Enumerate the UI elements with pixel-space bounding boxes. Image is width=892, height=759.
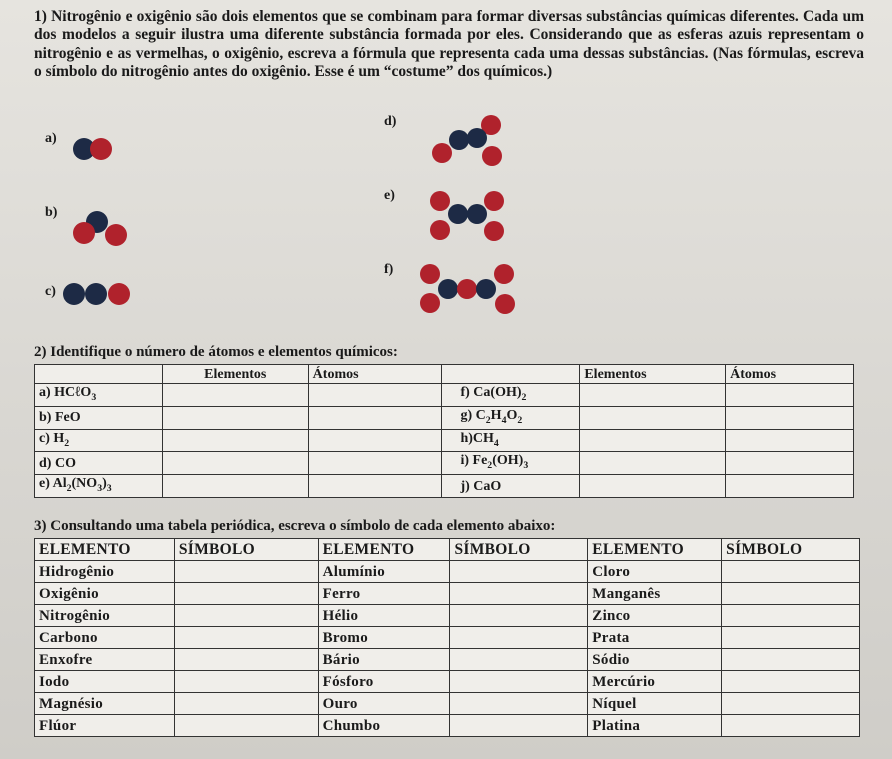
element-name-cell: Oxigênio: [35, 583, 175, 605]
item-letter: h): [460, 430, 473, 446]
element-name-cell: Alumínio: [318, 561, 450, 583]
element-name-cell: Manganês: [588, 583, 722, 605]
elements-answer-cell[interactable]: [162, 475, 308, 498]
atoms-elements-table: [34, 364, 854, 498]
symbol-answer-cell[interactable]: [722, 583, 860, 605]
formula-cell: [35, 384, 163, 407]
element-name-cell: Cloro: [588, 561, 722, 583]
element-name-cell: Mercúrio: [588, 671, 722, 693]
nitrogen-atom: [63, 283, 85, 305]
nitrogen-atom: [85, 283, 107, 305]
symbol-answer-cell[interactable]: [174, 715, 318, 737]
element-name-cell: Bromo: [318, 627, 450, 649]
nitrogen-atom: [476, 279, 496, 299]
elements-answer-cell[interactable]: [162, 452, 308, 475]
element-name-cell: Carbono: [35, 627, 175, 649]
symbol-answer-cell[interactable]: [722, 561, 860, 583]
table-row: [35, 605, 860, 627]
oxygen-atom: [484, 191, 504, 211]
symbol-answer-cell[interactable]: [722, 671, 860, 693]
chemical-formula: CO: [54, 455, 76, 471]
oxygen-atom: [495, 294, 515, 314]
element-name-cell: Magnésio: [35, 693, 175, 715]
model-b-label: b): [45, 205, 58, 220]
elements-answer-cell[interactable]: [162, 406, 308, 429]
question-3-title: 3) Consultando uma tabela periódica, escreva o símbolo de cada elemento abaixo:: [34, 518, 556, 534]
atoms-answer-cell[interactable]: [308, 475, 442, 498]
molecule-a: [68, 134, 128, 166]
element-name-cell: Níquel: [588, 693, 722, 715]
nitrogen-atom: [467, 128, 487, 148]
symbol-answer-cell[interactable]: [450, 649, 588, 671]
column-header: ELEMENTO: [318, 539, 450, 561]
symbol-answer-cell[interactable]: [174, 693, 318, 715]
elements-answer-cell[interactable]: [580, 429, 726, 452]
item-letter: i): [460, 453, 473, 469]
nitrogen-atom: [467, 204, 487, 224]
atoms-answer-cell[interactable]: [726, 475, 854, 498]
symbol-answer-cell[interactable]: [174, 627, 318, 649]
chemical-formula: $Al_2(NO_3)_3$: [52, 476, 112, 494]
symbol-answer-cell[interactable]: [450, 561, 588, 583]
model-a-label: a): [45, 131, 57, 146]
atoms-answer-cell[interactable]: [726, 452, 854, 475]
symbol-answer-cell[interactable]: [174, 561, 318, 583]
model-f-label: f): [384, 262, 394, 277]
formula-cell: [35, 429, 163, 452]
symbol-answer-cell[interactable]: [722, 605, 860, 627]
elements-answer-cell[interactable]: [580, 406, 726, 429]
column-header: ELEMENTO: [35, 539, 175, 561]
element-name-cell: Platina: [588, 715, 722, 737]
model-d-label: d): [384, 114, 397, 129]
symbol-answer-cell[interactable]: [174, 671, 318, 693]
formula-cell: [35, 452, 163, 475]
element-name-cell: Hélio: [318, 605, 450, 627]
elements-answer-cell[interactable]: [162, 429, 308, 452]
molecule-d: [420, 112, 510, 172]
item-letter: c): [39, 430, 54, 446]
formula-cell: [35, 406, 163, 429]
symbol-answer-cell[interactable]: [722, 627, 860, 649]
formula-cell: [442, 429, 580, 452]
oxygen-atom: [494, 264, 514, 284]
element-name-cell: Enxofre: [35, 649, 175, 671]
table-row: [35, 406, 854, 429]
column-header: Elementos: [162, 365, 308, 384]
oxygen-atom: [430, 220, 450, 240]
oxygen-atom: [430, 191, 450, 211]
element-symbol-table: [34, 538, 860, 737]
element-name-cell: Chumbo: [318, 715, 450, 737]
column-header: [442, 365, 580, 384]
item-letter: g): [460, 407, 476, 423]
oxygen-atom: [105, 224, 127, 246]
table-row: [35, 429, 854, 452]
element-name-cell: Zinco: [588, 605, 722, 627]
nitrogen-atom: [449, 130, 469, 150]
atoms-answer-cell[interactable]: [308, 429, 442, 452]
element-name-cell: Bário: [318, 649, 450, 671]
oxygen-atom: [90, 138, 112, 160]
symbol-answer-cell[interactable]: [174, 605, 318, 627]
molecule-c: [58, 279, 138, 311]
table-header-row: [35, 539, 860, 561]
model-e-label: e): [384, 188, 395, 203]
nitrogen-atom: [438, 279, 458, 299]
oxygen-atom: [484, 221, 504, 241]
oxygen-atom: [482, 146, 502, 166]
column-header: [35, 365, 163, 384]
symbol-answer-cell[interactable]: [450, 627, 588, 649]
atoms-answer-cell[interactable]: [726, 406, 854, 429]
element-name-cell: Flúor: [35, 715, 175, 737]
nitrogen-atom: [448, 204, 468, 224]
item-letter: d): [39, 455, 55, 471]
element-name-cell: Fósforo: [318, 671, 450, 693]
symbol-answer-cell[interactable]: [450, 605, 588, 627]
item-letter: j): [460, 478, 474, 494]
chemical-formula: CaO: [473, 478, 502, 494]
chemical-formula: $H_2$: [53, 430, 70, 449]
item-letter: a): [39, 385, 55, 400]
elements-answer-cell[interactable]: [580, 452, 726, 475]
element-name-cell: Sódio: [588, 649, 722, 671]
table-row: [35, 561, 860, 583]
table-row: [35, 715, 860, 737]
atoms-answer-cell[interactable]: [726, 429, 854, 452]
atoms-answer-cell[interactable]: [308, 406, 442, 429]
chemical-formula: FeO: [54, 410, 81, 426]
symbol-answer-cell[interactable]: [722, 715, 860, 737]
table-header-row: [35, 365, 854, 384]
oxygen-atom: [420, 293, 440, 313]
chemical-formula: HCℓO$_3$: [54, 385, 97, 403]
oxygen-atom: [73, 222, 95, 244]
item-letter: e): [39, 476, 53, 492]
table-row: [35, 452, 854, 475]
item-letter: f): [460, 385, 474, 400]
table-row: [35, 671, 860, 693]
symbol-answer-cell[interactable]: [450, 583, 588, 605]
oxygen-atom: [420, 264, 440, 284]
symbol-answer-cell[interactable]: [450, 715, 588, 737]
element-name-cell: Ouro: [318, 693, 450, 715]
column-header: SÍMBOLO: [174, 539, 318, 561]
oxygen-atom: [108, 283, 130, 305]
formula-cell: [35, 475, 163, 498]
chemical-formula: $C_2H_4O_2$: [475, 407, 523, 426]
symbol-answer-cell[interactable]: [722, 649, 860, 671]
chemical-formula: $Ca(OH)_2$: [473, 385, 527, 403]
table-row: [35, 384, 854, 407]
elements-answer-cell[interactable]: [162, 384, 308, 407]
element-name-cell: Ferro: [318, 583, 450, 605]
molecule-b: [62, 205, 142, 255]
column-header: Elementos: [580, 365, 726, 384]
molecule-f: [410, 260, 520, 320]
oxygen-atom: [432, 143, 452, 163]
atoms-answer-cell[interactable]: [726, 384, 854, 407]
elements-answer-cell[interactable]: [580, 384, 726, 407]
table-row: [35, 583, 860, 605]
item-letter: b): [39, 410, 55, 426]
symbol-answer-cell[interactable]: [450, 671, 588, 693]
symbol-answer-cell[interactable]: [174, 583, 318, 605]
question-2-title: 2) Identifique o número de átomos e elementos químicos:: [34, 344, 398, 360]
formula-cell: [442, 452, 580, 475]
element-name-cell: Nitrogênio: [35, 605, 175, 627]
atoms-answer-cell[interactable]: [308, 452, 442, 475]
symbol-answer-cell[interactable]: [450, 693, 588, 715]
elements-answer-cell[interactable]: [580, 475, 726, 498]
element-name-cell: Prata: [588, 627, 722, 649]
formula-cell: [442, 475, 580, 498]
column-header: Átomos: [308, 365, 442, 384]
element-name-cell: Iodo: [35, 671, 175, 693]
atoms-answer-cell[interactable]: [308, 384, 442, 407]
molecule-e: [420, 188, 510, 248]
symbol-answer-cell[interactable]: [722, 693, 860, 715]
chemical-formula: $Fe_2(OH)_3$: [472, 453, 529, 472]
table-row: [35, 627, 860, 649]
table-row: [35, 649, 860, 671]
formula-cell: [442, 384, 580, 407]
question-1-text: 1) Nitrogênio e oxigênio são dois elementos que se combinam para formar diversas substâncias químicas diferentes. Cada um dos modelos a seguir ilustra uma diferente substância formada por eles. Considerando que as esferas azuis representam o nitrogênio e as vermelhas, o oxigênio, escreva a fórmula que representa cada uma dessas substâncias. (Nas fórmulas, escreva o símbolo do nitrogênio antes do oxigênio. Esse é um “costume” dos químicos.): [34, 8, 864, 81]
element-name-cell: Hidrogênio: [35, 561, 175, 583]
model-c-label: c): [45, 284, 56, 299]
column-header: SÍMBOLO: [722, 539, 860, 561]
chemical-formula: $CH_4$: [472, 430, 499, 449]
formula-cell: [442, 406, 580, 429]
oxygen-atom: [457, 279, 477, 299]
table-row: [35, 475, 854, 498]
column-header: ELEMENTO: [588, 539, 722, 561]
table-row: [35, 693, 860, 715]
column-header: SÍMBOLO: [450, 539, 588, 561]
symbol-answer-cell[interactable]: [174, 649, 318, 671]
column-header: Átomos: [726, 365, 854, 384]
